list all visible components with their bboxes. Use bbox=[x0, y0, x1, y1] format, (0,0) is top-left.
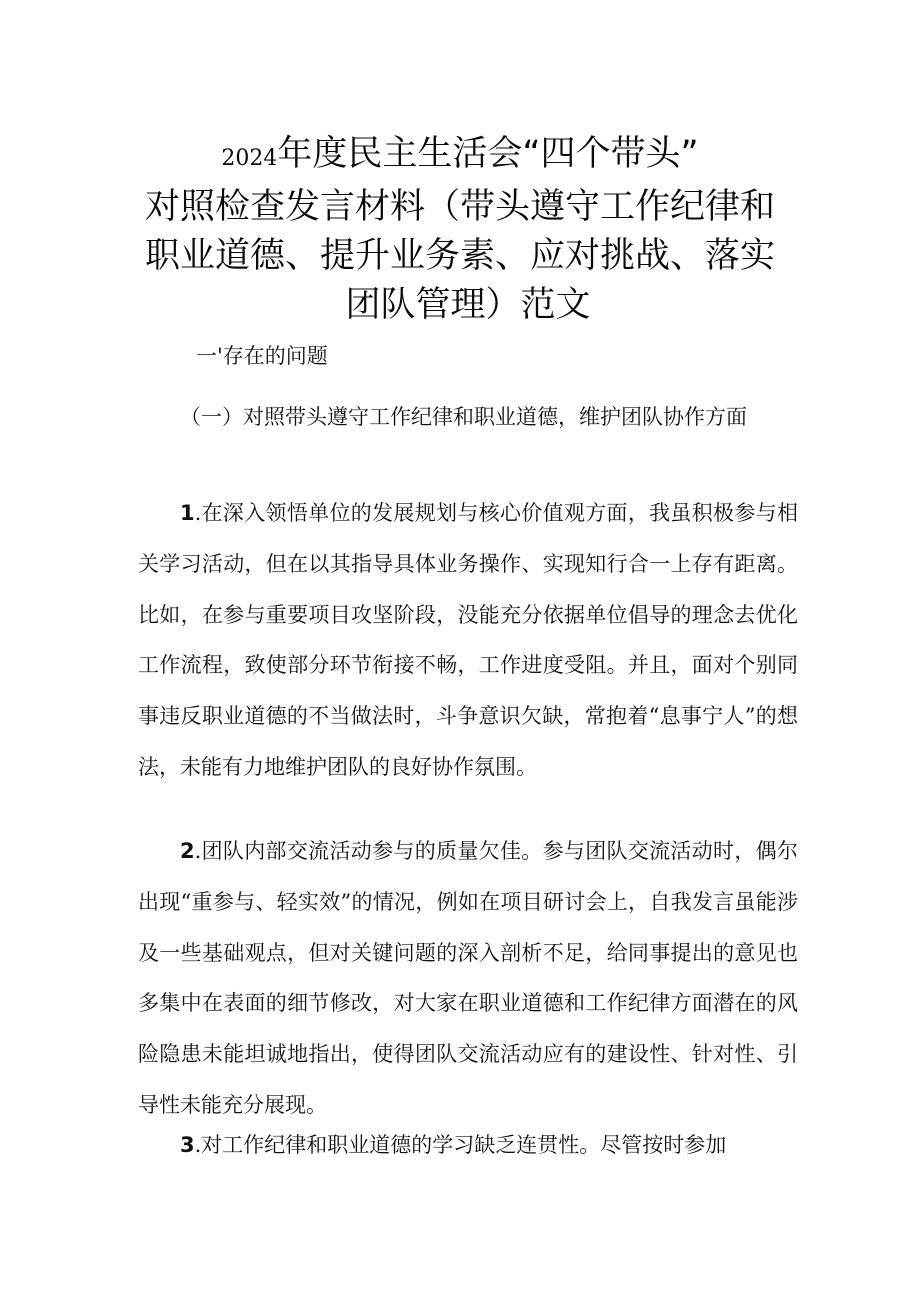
title-year: 2024 bbox=[221, 146, 278, 171]
document-title bbox=[130, 130, 790, 330]
paragraph-number: 3 bbox=[180, 1133, 195, 1157]
paragraph-text: .团队内部交流活动参与的质量欠佳。参与团队交流活动时，偶尔出现“重参与、轻实效”的情况，例如在项目研讨会上，自我发言虽能涉及一些基础观点，但对关键问题的深入剖析不足，给同事提出的意见也多集中在表面的细节修改，对大家在职业道德和工作纪律方面潜在的风险隐患未能坦诚地指出，使得团队交流活动应有的建设性、针对性、引导性未能充分展现。 bbox=[138, 839, 798, 1117]
paragraph-text: .对工作纪律和职业道德的学习缺乏连贯性。尽管按时参加 bbox=[194, 1133, 727, 1157]
paragraph-1 bbox=[138, 488, 798, 793]
title-line-3: 职业道德、提升业务素、应对挑战、落实 bbox=[144, 236, 775, 276]
title-line-1 bbox=[130, 130, 790, 183]
paragraph-2 bbox=[138, 826, 798, 1131]
title-line-2: 对照检查发言材料（带头遵守工作纪律和 bbox=[144, 187, 775, 227]
paragraph-number: 2 bbox=[180, 839, 195, 863]
title-line-1-text: 年度民主生活会“四个带头” bbox=[277, 134, 699, 174]
paragraph-3 bbox=[138, 1120, 798, 1171]
paragraph-text: .在深入领悟单位的发展规划与核心价值观方面，我虽积极参与相关学习活动，但在以其指导具体业务操作、实现知行合一上存有距离。比如，在参与重要项目攻坚阶段，没能充分依据单位倡导的理念去优化工作流程，致使部分环节衔接不畅，工作进度受阻。并且，面对个别同事违反职业道德的不当做法时，斗争意识欠缺，常抱着“息事宁人”的想法，未能有力地维护团队的良好协作氛围。 bbox=[138, 501, 798, 779]
title-line-4: 团队管理）范文 bbox=[345, 285, 591, 325]
section-heading: 一'存在的问题 bbox=[196, 344, 328, 368]
subsection-heading: （一）对照带头遵守工作纪律和职业道德，维护团队协作方面 bbox=[180, 405, 747, 429]
paragraph-number: 1 bbox=[180, 501, 195, 525]
